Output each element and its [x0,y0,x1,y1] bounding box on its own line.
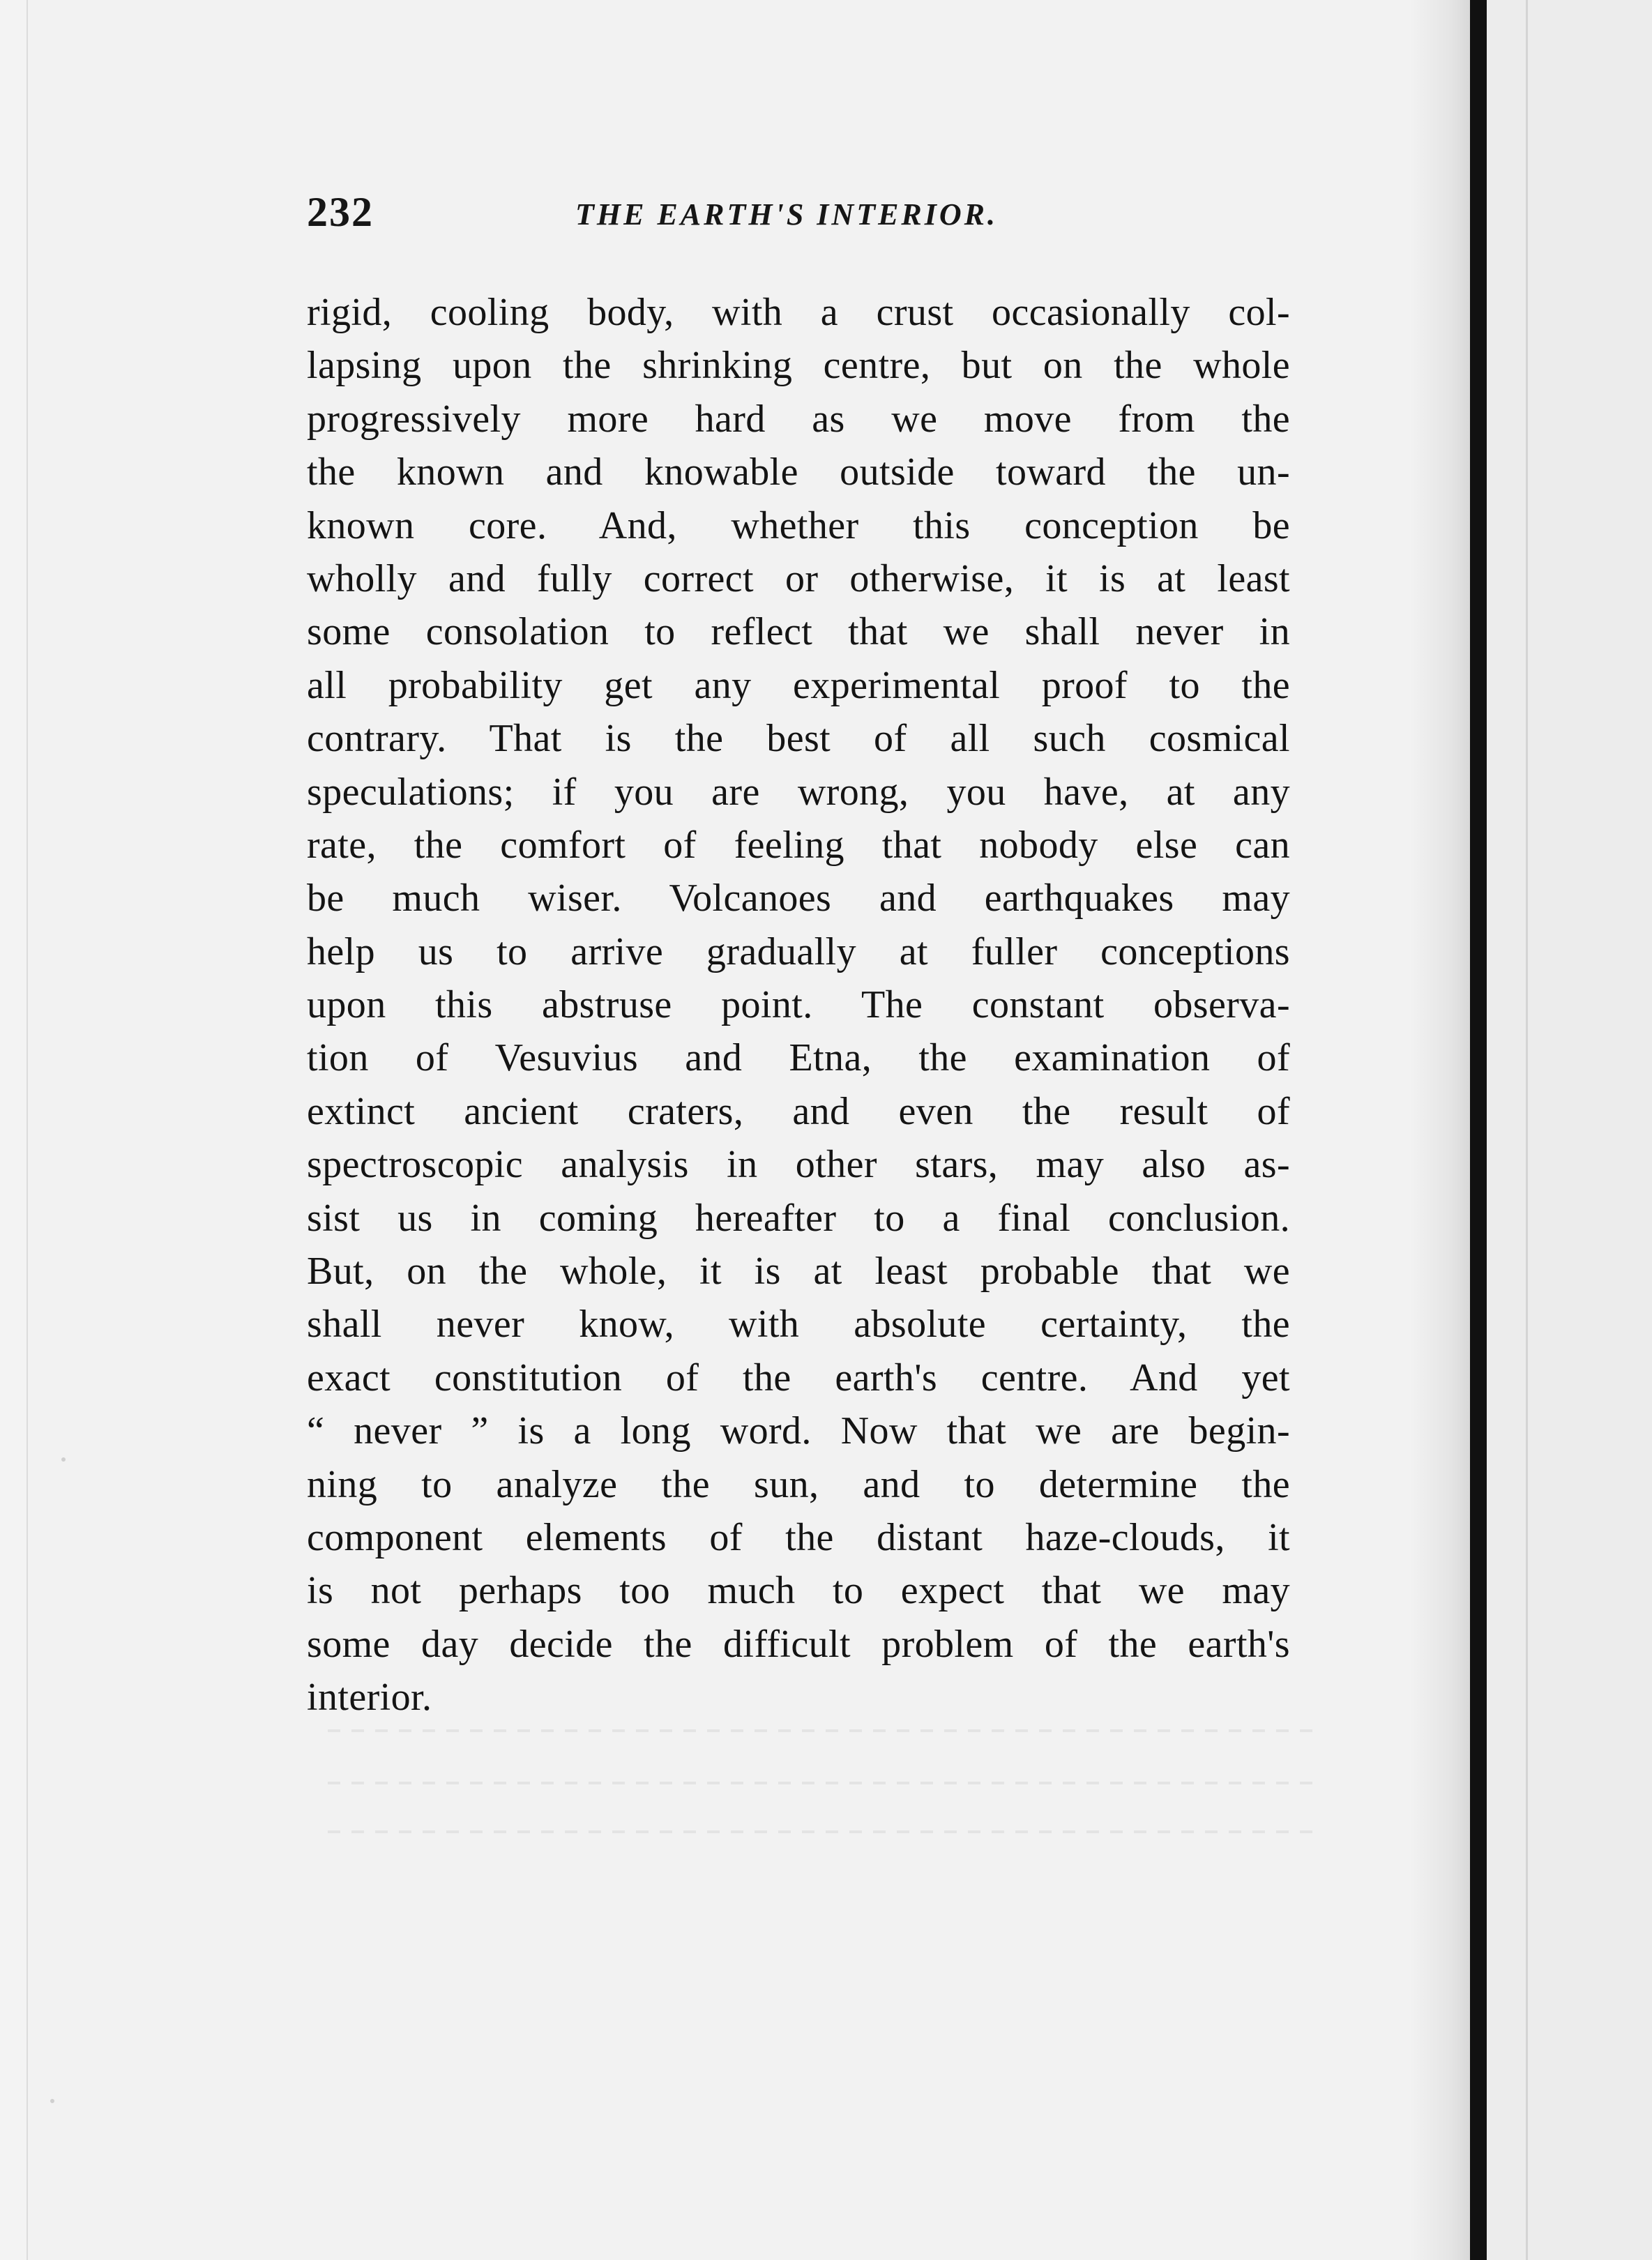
text-line: shall never know, with absolute certainty, the [307,1303,1290,1347]
text-line: speculations; if you are wrong, you have, at any [307,770,1290,814]
text-line: known core. And, whether this conception be [307,503,1290,547]
show-through-ink [328,1830,1318,1833]
text-line: rigid, cooling body, with a crust occasionally col- [307,291,1290,334]
running-title: THE EARTH'S INTERIOR. [575,197,999,232]
text-line: wholly and fully correct or otherwise, it is at least [307,556,1290,600]
show-through-ink [328,1729,1318,1732]
text-line: sist us in coming hereafter to a final conclusion. [307,1196,1290,1240]
text-line: exact constitution of the earth's centre. And yet [307,1356,1290,1400]
facing-page-edge [1487,0,1652,2260]
text-line: lapsing upon the shrinking centre, but on the whole [307,344,1290,388]
text-line: some consolation to reflect that we shall never in [307,610,1290,654]
page-number: 232 [307,189,374,235]
text-line: tion of Vesuvius and Etna, the examination of [307,1036,1290,1080]
paper-speck [61,1457,66,1462]
text-line-last: interior. [307,1676,432,1720]
text-line: ning to analyze the sun, and to determine the [307,1462,1290,1506]
text-line: component elements of the distant haze-clouds, it [307,1515,1290,1559]
text-line: upon this abstruse point. The constant observa- [307,983,1290,1027]
text-line: all probability get any experimental proof to the [307,663,1290,707]
text-line: progressively more hard as we move from the [307,397,1290,441]
facing-page-fold [1526,0,1528,2260]
text-line: rate, the comfort of feeling that nobody else can [307,823,1290,867]
paper-speck [50,2099,54,2103]
text-line: some day decide the difficult problem of the earth's [307,1622,1290,1666]
text-line: contrary. That is the best of all such cosmical [307,717,1290,761]
text-line: But, on the whole, it is at least probable that we [307,1250,1290,1294]
text-line: spectroscopic analysis in other stars, may also as- [307,1143,1290,1187]
show-through-ink [328,1782,1318,1784]
text-line: the known and knowable outside toward the un- [307,450,1290,494]
body-text [307,286,1290,1724]
text-line: extinct ancient craters, and even the result of [307,1089,1290,1133]
book-spine [1470,0,1487,2260]
running-head [307,188,1283,251]
text-line: help us to arrive gradually at fuller conceptions [307,930,1290,973]
gutter-shadow [1409,0,1475,2260]
text-line: be much wiser. Volcanoes and earthquakes may [307,877,1290,920]
text-line: “ never ” is a long word. Now that we are begin- [307,1409,1290,1453]
text-line: is not perhaps too much to expect that we may [307,1569,1290,1613]
